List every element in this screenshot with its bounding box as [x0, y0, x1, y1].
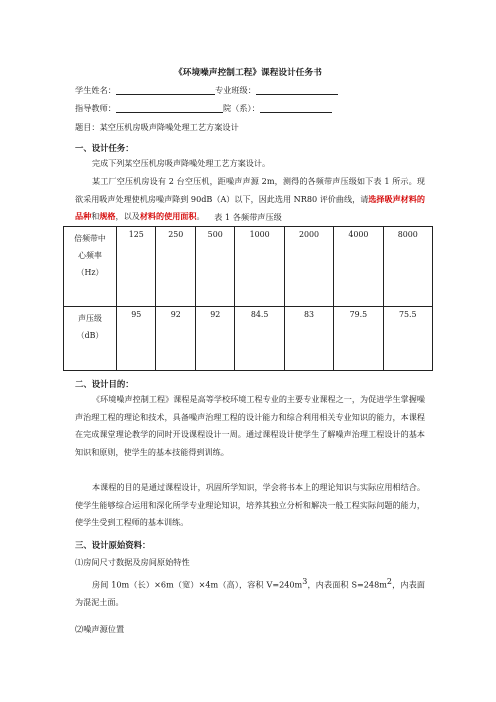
teacher-label: 指导教师：: [75, 103, 116, 113]
table-caption: 表 1 各频带声压级: [214, 212, 282, 222]
section-2-heading: 二、设计目的：: [75, 379, 134, 389]
table-cell: 79.5: [334, 307, 383, 371]
department-field[interactable]: [260, 103, 332, 113]
superscript-2: 2: [386, 577, 392, 586]
level-header-cell: 声压级 （dB）: [64, 307, 117, 371]
surface-area-text: ，内表面积 S=248m: [307, 579, 387, 590]
department-label: 院（系）：: [222, 103, 260, 113]
highlight-material-area: 材料的使用面积: [139, 211, 197, 222]
room-dimensions-text: 房间 10m（长）×6m（宽）×4m（高），容积 V=240m: [92, 579, 303, 590]
table-cell: 8000: [383, 227, 432, 307]
teacher-info-line: [75, 103, 332, 114]
section-3-item-1: ⑴房间尺寸数据及房间原始特性: [75, 557, 190, 567]
highlight-material-type: 选择吸声材料的品种: [75, 193, 425, 222]
task-text-end: 。: [196, 211, 205, 222]
surface-material-text: ，内表面为混泥土面。: [75, 579, 425, 608]
class-field[interactable]: [256, 85, 338, 95]
table-cell: 4000: [334, 227, 383, 307]
table-cell: 1000: [235, 227, 284, 307]
section-3-heading: 三、设计原始资料：: [75, 540, 151, 550]
task-text-and: 和: [91, 211, 100, 222]
table-row: [64, 227, 433, 307]
table-cell: 500: [195, 227, 234, 307]
section-2-paragraph-2: 本课程的目的是通过课程设计，巩固所学知识，学会将书本上的理论知识与实际应用相结合。使学生能够综合运用和深化所学专业理论知识，培养其独立分析和解决一般工程实际问题的能力，使学生受到工程师的基本训练。: [75, 482, 425, 528]
section-1-paragraph-1: 完成下列某空压机房吸声降噪处理工艺方案设计。: [92, 158, 271, 168]
superscript-3: 3: [302, 577, 308, 586]
table-cell: 92: [195, 307, 234, 371]
frequency-band-table: [63, 226, 433, 371]
section-3-item-2: ⑵噪声源位置: [75, 624, 125, 634]
student-name-label: 学生姓名：: [75, 85, 116, 95]
student-info-line: [75, 85, 338, 96]
table-cell: 250: [156, 227, 195, 307]
teacher-field[interactable]: [116, 103, 223, 113]
table-cell: 75.5: [383, 307, 432, 371]
class-label: 专业班级：: [214, 85, 256, 95]
table-cell: 125: [117, 227, 156, 307]
section-1-heading: 一、设计任务：: [75, 143, 134, 153]
frequency-header-cell: 倍频带中 心频率 （Hz）: [64, 227, 117, 307]
highlight-specification: 规格: [99, 211, 116, 222]
section-2-paragraph-1: 《环境噪声控制工程》课程是高等学校环境工程专业的主要专业课程之一，为促进学生掌握噪声治理工程的理论和技术，具备噪声治理工程的设计能力和综合利用相关专业知识的能力，本课程在完成课堂理论教学的同时开设课程设计一周。通过课程设计使学生了解噪声治理工程设计的基本知识和原则，使学生的基本技能得到训练。: [75, 394, 425, 457]
table-cell: 2000: [284, 227, 333, 307]
table-cell: 95: [117, 307, 156, 371]
task-text: 某工厂空压机房设有 2 台空压机，距噪声声源 2m，测得的各频带声压级如下表 1 所示。现欲采用吸声处理使机房噪声降到 90dB（A）以下，因此选用 NR80 评价曲线，请: [75, 176, 425, 204]
section-3-paragraph-1: [75, 573, 425, 612]
document-title: 《环境噪声控制工程》课程设计任务书: [174, 68, 322, 78]
task-text-and-also: ，以及: [115, 211, 140, 222]
topic-line: 题目：某空压机房吸声降噪处理工艺方案设计: [75, 122, 239, 132]
table-cell: 92: [156, 307, 195, 371]
student-name-field[interactable]: [116, 85, 215, 95]
table-row: [64, 307, 433, 371]
table-cell: 84.5: [235, 307, 284, 371]
table-cell: 83: [284, 307, 333, 371]
